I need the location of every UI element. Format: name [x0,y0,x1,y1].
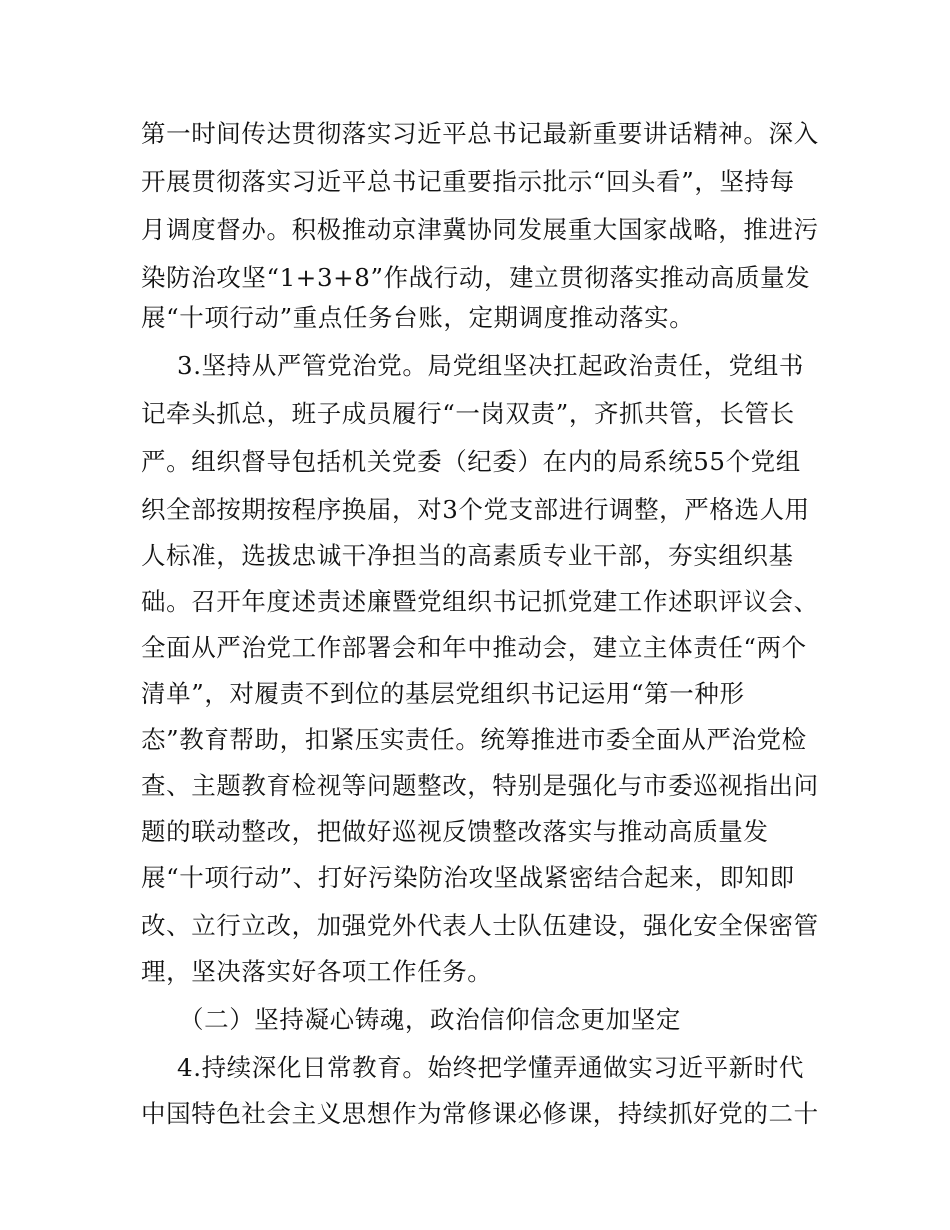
paragraph-2-line-11: 题的联动整改，把做好巡视反馈整改落实与推动高质量发 [141,817,769,846]
paragraph-1-line-2: 开展贯彻落实习近平总书记重要指示批示“回头看”，坚持每 [141,167,795,196]
document-body [141,0,819,1230]
paragraph-2-line-4: 织全部按期按程序换届，对3个党支部进行调整，严格选人用 [141,495,810,524]
paragraph-2-line-5: 人标准，选拔忠诚干净担当的高素质专业干部，夯实组织基 [141,541,794,570]
paragraph-1-line-4: 染防治攻坚“1+3+8”作战行动，建立贯彻落实推动高质量发 [141,263,811,292]
paragraph-1-line-5: 展“十项行动”重点任务台账，定期调度推动落实。 [141,303,695,332]
paragraph-2-line-6: 础。召开年度述责述廉暨党组织书记抓党建工作述职评议会、 [141,587,819,616]
paragraph-2-line-8: 清单”，对履责不到位的基层党组织书记运用“第一种形 [141,679,745,708]
section-heading: （二）坚持凝心铸魂，政治信仰信念更加坚定 [179,1005,681,1034]
paragraph-2-line-10: 查、主题教育检视等问题整改，特别是强化与市委巡视指出问 [141,771,819,800]
paragraph-1-line-3: 月调度督办。积极推动京津冀协同发展重大国家战略，推进污 [141,215,819,244]
paragraph-2-line-13: 改、立行立改，加强党外代表人士队伍建设，强化安全保密管 [141,911,819,940]
paragraph-2-line-2: 记牵头抓总，班子成员履行“一岗双责”，齐抓共管，长管长 [141,399,795,428]
paragraph-2-line-12: 展“十项行动”、打好污染防治攻坚战紧密结合起来，即知即 [141,863,795,892]
paragraph-2-line-9: 态”教育帮助，扣紧压实责任。统筹推进市委全面从严治党检 [141,725,807,754]
paragraph-1-line-1: 第一时间传达贯彻落实习近平总书记最新重要讲话精神。深入 [141,119,819,148]
paragraph-2-line-3: 严。组织督导包括机关党委（纪委）在内的局系统55个党组 [141,447,801,476]
paragraph-3-line-2: 中国特色社会主义思想作为常修课必修课，持续抓好党的二十 [141,1099,819,1128]
paragraph-3-line-1: 4.持续深化日常教育。始终把学懂弄通做实习近平新时代 [177,1053,804,1082]
paragraph-2-line-7: 全面从严治党工作部署会和年中推动会，建立主体责任“两个 [141,633,807,662]
paragraph-2-line-1: 3.坚持从严管党治党。局党组坚决扛起政治责任，党组书 [177,351,804,380]
paragraph-2-line-14: 理，坚决落实好各项工作任务。 [141,957,493,986]
